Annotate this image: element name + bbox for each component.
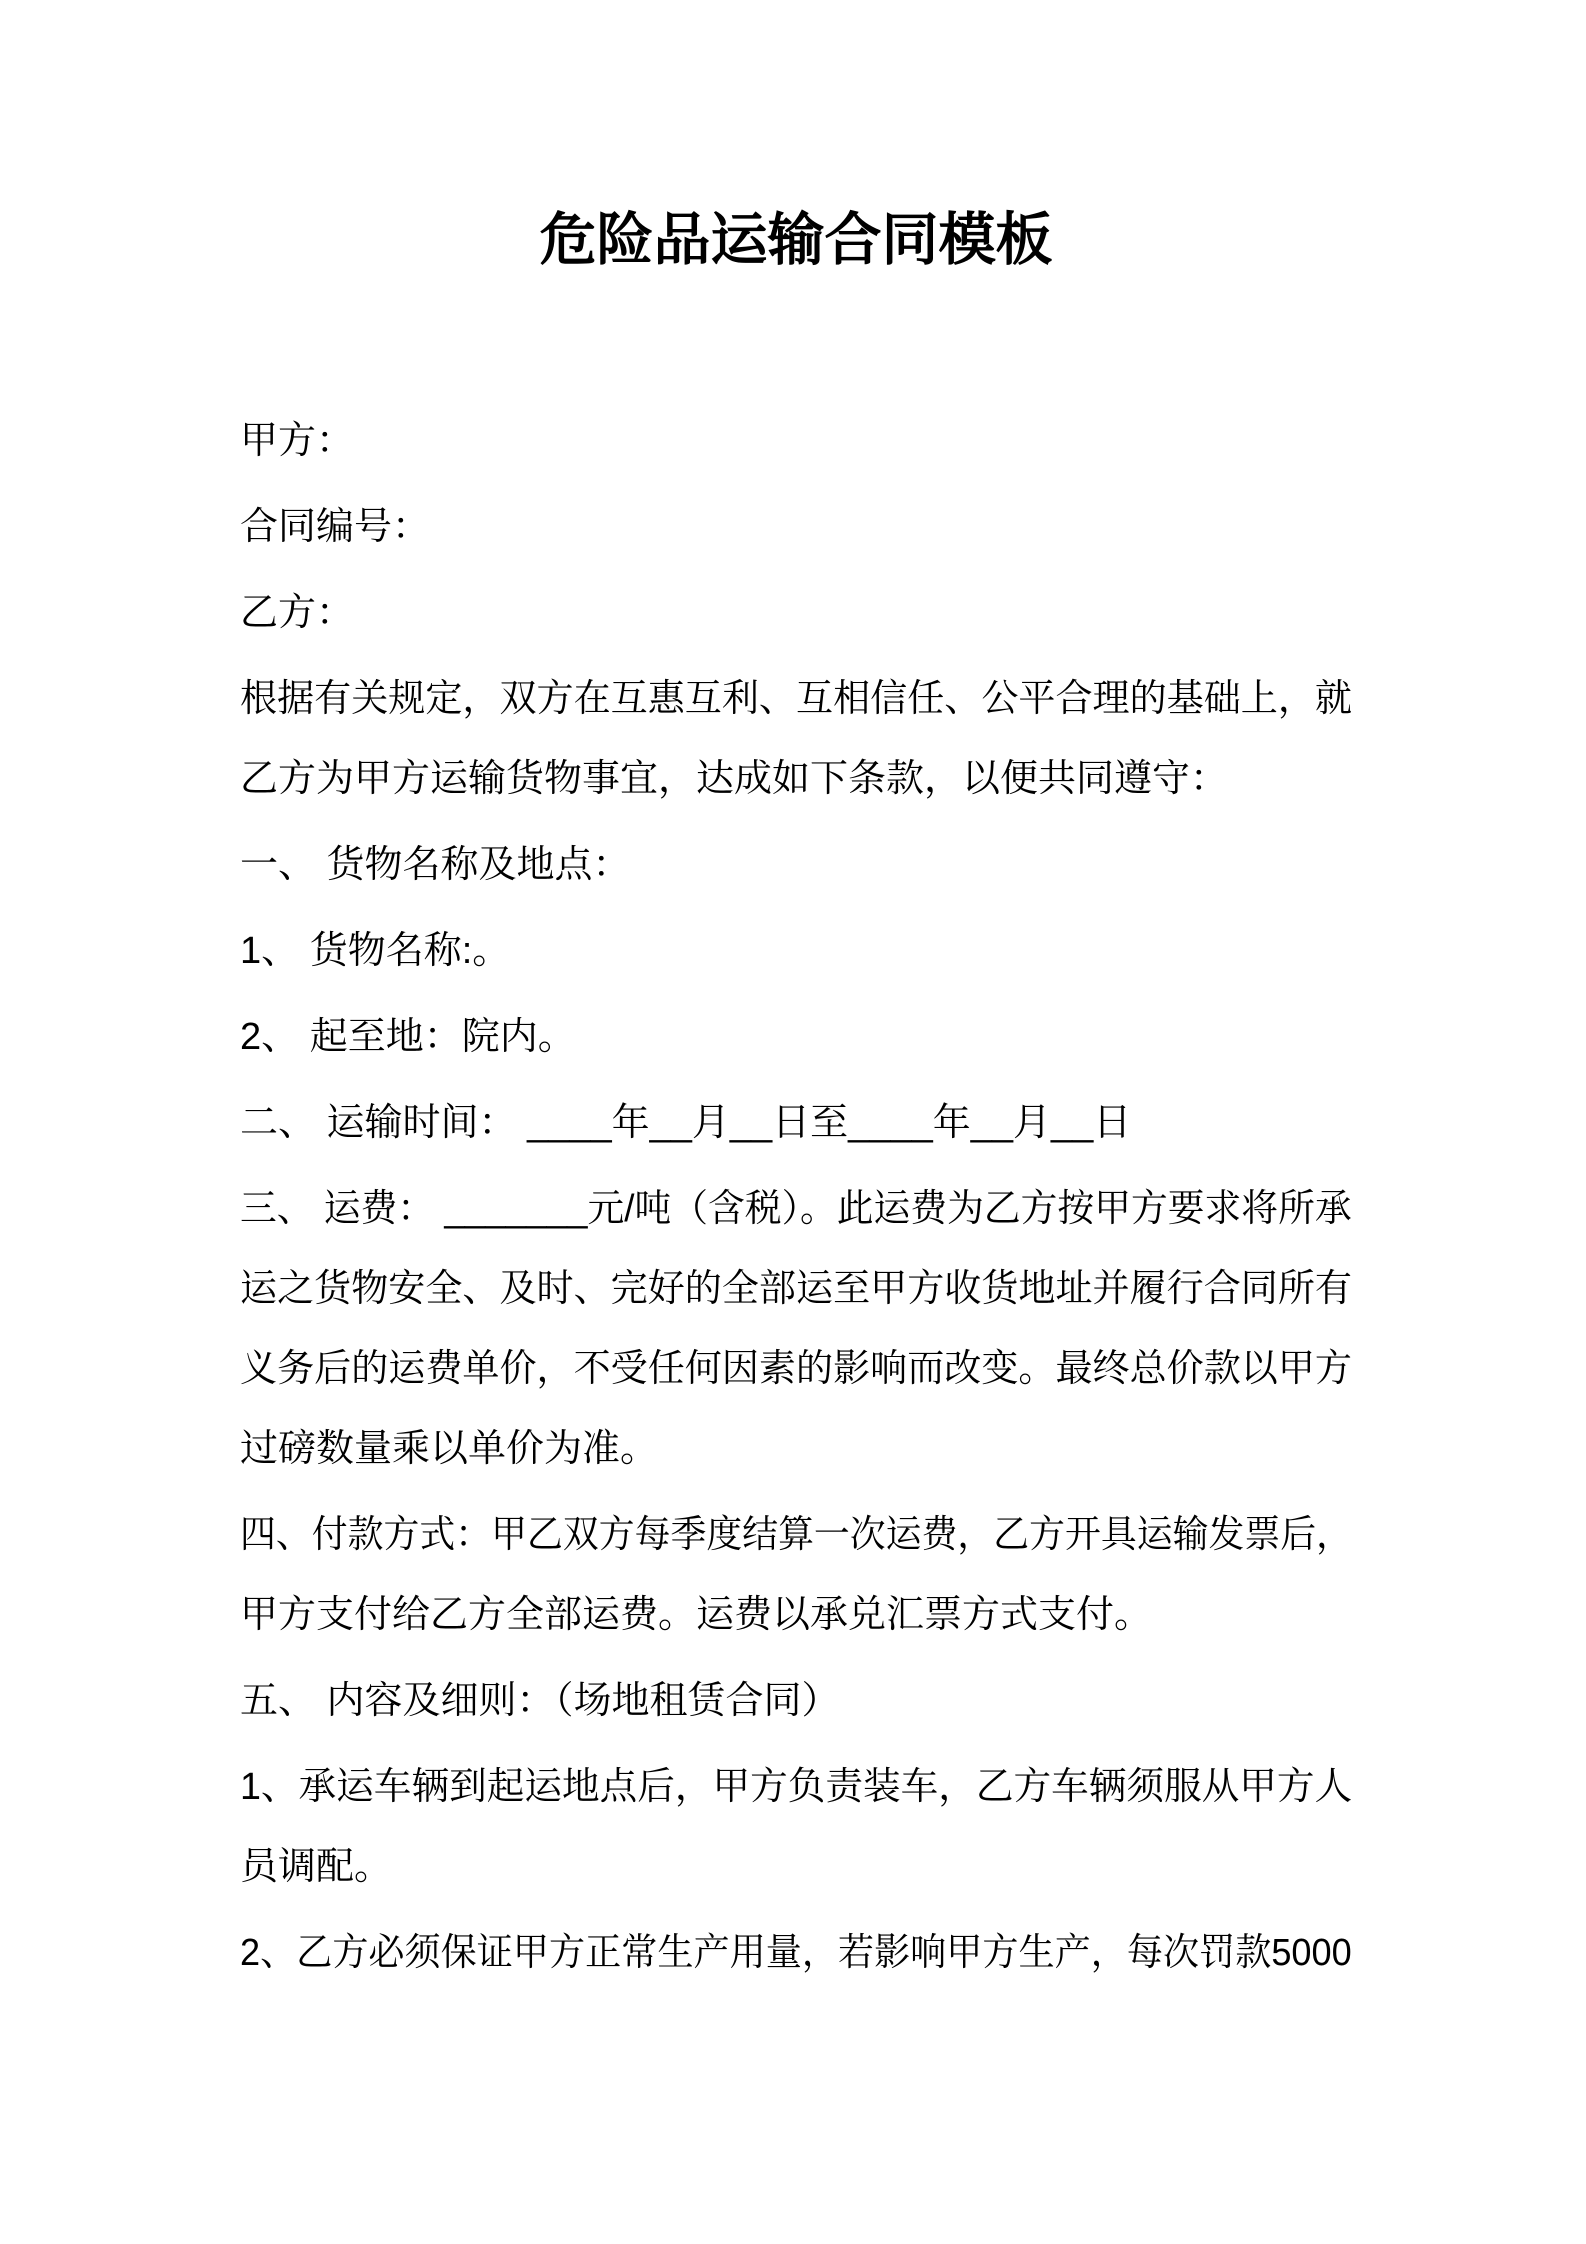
contract-paragraph	[240, 573, 1352, 653]
contract-paragraph	[240, 487, 1352, 567]
contract-line: 合同编号：	[240, 506, 431, 548]
contract-line: 二、 运输时间： ____年__月__日至____年__月__日	[240, 1102, 1132, 1144]
contract-line: 员调配。	[240, 1846, 393, 1888]
contract-line: 五、 内容及细则：（场地租赁合同）	[240, 1680, 840, 1722]
contract-line: 甲方：	[240, 420, 355, 462]
contract-paragraph	[240, 997, 1352, 1077]
contract-line: 过磅数量乘以单价为准。	[240, 1428, 659, 1470]
contract-line: 三、 运费： _______元/吨（含税）。此运费为乙方按甲方要求将所承	[240, 1188, 1352, 1230]
contract-line: 运之货物安全、及时、完好的全部运至甲方收货地址并履行合同所有	[240, 1268, 1353, 1310]
contract-line: 甲方支付给乙方全部运费。运费以承兑汇票方式支付。	[240, 1594, 1153, 1636]
contract-line: 1、承运车辆到起运地点后，甲方负责装车，乙方车辆须服从甲方人	[240, 1766, 1353, 1808]
contract-paragraph	[240, 825, 1352, 905]
contract-line: 2、 起至地：院内。	[240, 1016, 576, 1058]
contract-paragraph	[240, 1495, 1352, 1655]
contract-line: 义务后的运费单价，不受任何因素的影响而改变。最终总价款以甲方	[240, 1348, 1353, 1390]
contract-paragraph	[240, 1661, 1352, 1741]
contract-paragraph	[240, 1747, 1352, 1907]
contract-paragraph	[240, 911, 1352, 991]
contract-paragraph	[240, 1169, 1352, 1489]
contract-line: 一、 货物名称及地点：	[240, 844, 631, 886]
contract-line: 乙方：	[240, 592, 355, 634]
contract-paragraph	[240, 401, 1352, 481]
contract-body	[240, 401, 1352, 1993]
contract-line: 1、 货物名称:。	[240, 930, 511, 972]
contract-line: 四、付款方式：甲乙双方每季度结算一次运费，乙方开具运输发票后，	[240, 1514, 1353, 1556]
contract-paragraph	[240, 1083, 1352, 1163]
document-title: 危险品运输合同模板	[539, 208, 1053, 272]
contract-paragraph	[240, 1913, 1352, 1993]
contract-line: 2、乙方必须保证甲方正常生产用量，若影响甲方生产，每次罚款5000	[240, 1932, 1352, 1974]
contract-line: 乙方为甲方运输货物事宜，达成如下条款，以便共同遵守：	[240, 758, 1229, 800]
contract-paragraph	[240, 659, 1352, 819]
contract-line: 根据有关规定，双方在互惠互利、互相信任、公平合理的基础上，就	[240, 678, 1353, 720]
